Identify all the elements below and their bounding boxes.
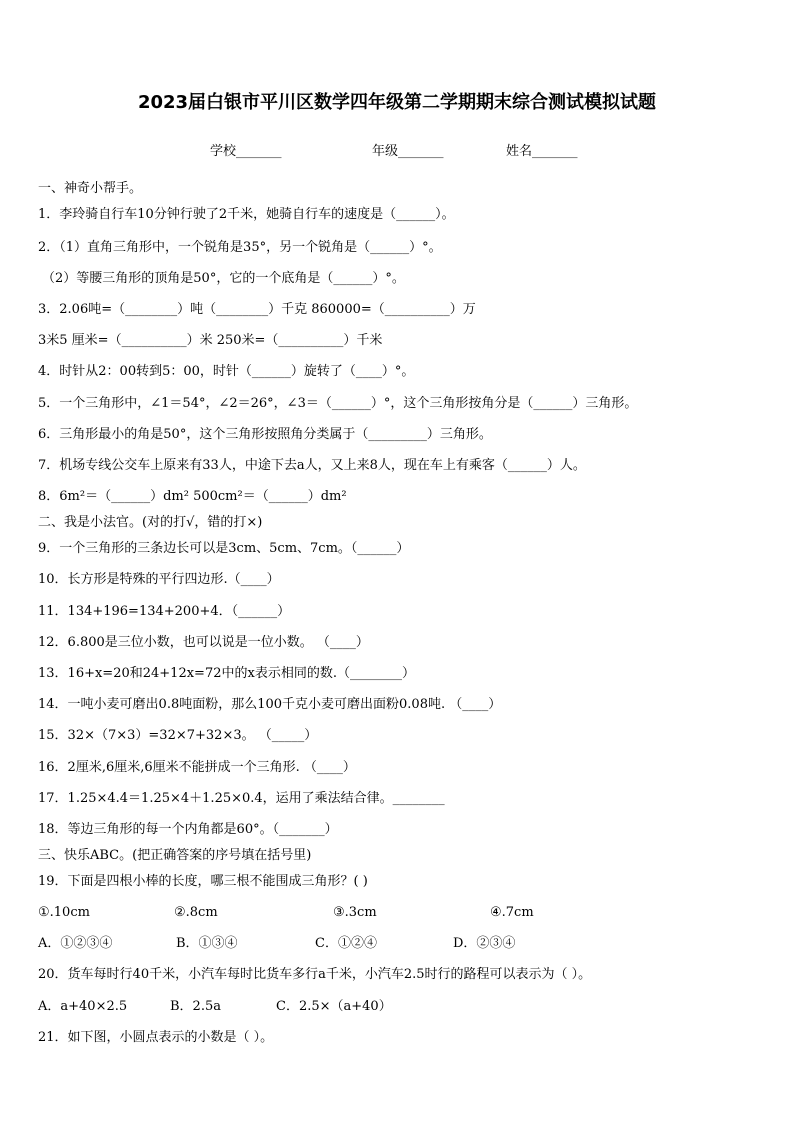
q19-item-1: ①.10cm xyxy=(38,905,90,920)
q20-option-a: A．a+40×2.5 xyxy=(38,999,128,1014)
question-18: 18．等边三角形的每一个内角都是60°。（_______） xyxy=(38,822,338,837)
question-21: 21．如下图，小圆点表示的小数是（ ）。 xyxy=(38,1030,274,1045)
section-2-heading: 二、我是小法官。(对的打√，错的打×) xyxy=(38,515,263,530)
q19-item-3: ③.3cm xyxy=(333,905,377,920)
question-3-part-2: 3米5 厘米=（__________）米 250米=（__________）千米 xyxy=(38,333,383,348)
question-8: 8．6m²＝（______）dm² 500cm²＝（______）dm² xyxy=(38,489,347,504)
section-1-heading: 一、神奇小帮手。 xyxy=(38,181,143,196)
question-4: 4．时针从2：00转到5：00，时针（______）旋转了（____）°。 xyxy=(38,364,415,379)
question-6: 6．三角形最小的角是50°，这个三角形按照角分类属于（_________）三角形。 xyxy=(38,427,492,442)
question-19: 19．下面是四根小棒的长度，哪三根不能围成三角形？( ) xyxy=(38,874,368,889)
q20-option-b: B．2.5a xyxy=(170,999,221,1014)
question-14: 14．一吨小麦可磨出0.8吨面粉，那么100千克小麦可磨出面粉0.08吨. （____） xyxy=(38,697,502,712)
question-11: 11．134+196=134+200+4．（______） xyxy=(38,604,291,619)
q19-option-b: B．①③④ xyxy=(176,936,238,951)
question-5: 5．一个三角形中，∠1＝54°，∠2＝26°，∠3＝（______）°，这个三角形按角分是（______）三角形。 xyxy=(38,396,638,411)
q19-option-c: C．①②④ xyxy=(315,936,377,951)
question-7: 7．机场专线公交车上原来有33人，中途下去a人，又上来8人，现在车上有乘客（______）人。 xyxy=(38,458,586,473)
question-12: 12．6.800是三位小数，也可以说是一位小数。 （____） xyxy=(38,635,369,650)
name-field: 姓名_______ xyxy=(506,144,578,159)
section-3-heading: 三、快乐ABC。(把正确答案的序号填在括号里) xyxy=(38,848,312,863)
question-16: 16．2厘米,6厘米,6厘米不能拼成一个三角形. （____） xyxy=(38,760,356,775)
q20-option-c: C．2.5×（a+40） xyxy=(276,999,392,1014)
question-1: 1．李玲骑自行车10分钟行驶了2千米，她骑自行车的速度是（______）。 xyxy=(38,207,455,222)
question-17: 17．1.25×4.4＝1.25×4＋1.25×0.4，运用了乘法结合律。________ xyxy=(38,791,445,806)
page-title: 2023届白银市平川区数学四年级第二学期期末综合测试模拟试题 xyxy=(137,92,657,113)
q19-option-a: A．①②③④ xyxy=(38,936,113,951)
q19-option-d: D．②③④ xyxy=(453,936,516,951)
question-20: 20．货车每时行40千米，小汽车每时比货车多行a千米，小汽车2.5时行的路程可以表示为（ ）。 xyxy=(38,967,592,982)
q19-item-2: ②.8cm xyxy=(174,905,218,920)
grade-field: 年级_______ xyxy=(372,144,444,159)
question-15: 15．32×（7×3）=32×7+32×3。 （_____） xyxy=(38,728,318,743)
question-9: 9．一个三角形的三条边长可以是3cm、5cm、7cm。（______） xyxy=(38,541,410,556)
q19-item-4: ④.7cm xyxy=(490,905,534,920)
question-13: 13．16+x=20和24+12x=72中的x表示相同的数.（________） xyxy=(38,666,415,681)
question-2-part-1: 2．（1）直角三角形中，一个锐角是35°，另一个锐角是（______）°。 xyxy=(38,240,442,255)
question-3-part-1: 3．2.06吨=（________）吨（________）千克 860000=（__________）万 xyxy=(38,302,476,317)
school-field: 学校_______ xyxy=(210,144,282,159)
question-10: 10．长方形是特殊的平行四边形.（____） xyxy=(38,572,280,587)
question-2-part-2: （2）等腰三角形的顶角是50°，它的一个底角是（______）°。 xyxy=(42,271,405,286)
